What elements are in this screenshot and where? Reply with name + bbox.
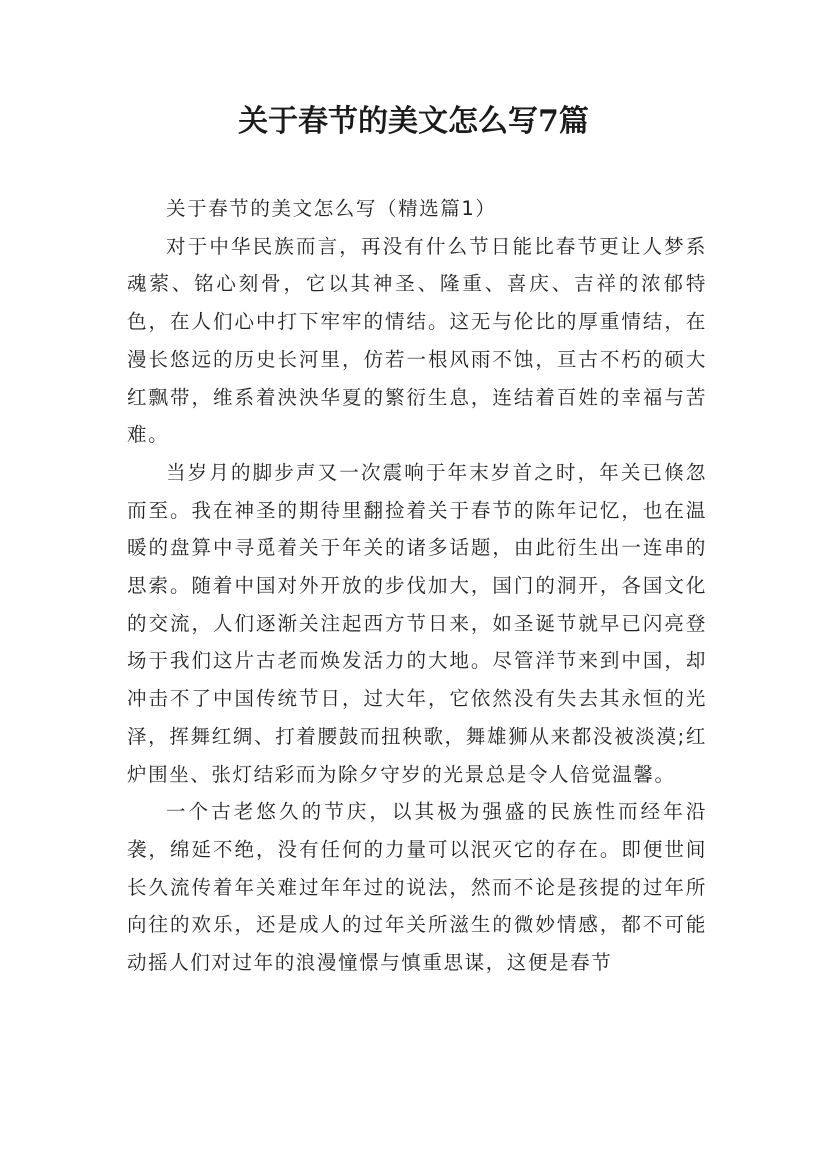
- document-body: [127, 190, 707, 982]
- paragraph: 对于中华民族而言，再没有什么节日能比春节更让人梦系魂萦、铭心刻骨，它以其神圣、隆重、喜庆、吉祥的浓郁特色，在人们心中打下牢牢的情结。这无与伦比的厚重情结，在漫长悠远的历史长河里，仿若一根风雨不蚀，亘古不朽的硕大红飘带，维系着泱泱华夏的繁衍生息，连结着百姓的幸福与苦难。: [127, 234, 707, 447]
- paragraph: 当岁月的脚步声又一次震响于年末岁首之时，年关已倏忽而至。我在神圣的期待里翻捡着关于春节的陈年记忆，也在温暖的盘算中寻觅着关于年关的诸多话题，由此衍生出一连串的思索。随着中国对外开放的步伐加大，国门的洞开，各国文化的交流，人们逐渐关注起西方节日来，如圣诞节就早已闪亮登场于我们这片古老而焕发活力的大地。尽管洋节来到中国，却冲击不了中国传统节日，过大年，它依然没有失去其永恒的光泽，挥舞红绸、打着腰鼓而扭秧歌，舞雄狮从来都没被淡漠;红炉围坐、张灯结彩而为除夕守岁的光景总是令人倍觉温馨。: [127, 460, 707, 786]
- document-title: 关于春节的美文怎么写7篇: [238, 104, 589, 139]
- section-heading: 关于春节的美文怎么写（精选篇1）: [166, 197, 497, 220]
- paragraph: 一个古老悠久的节庆，以其极为强盛的民族性而经年沿袭，绵延不绝，没有任何的力量可以泯灭它的存在。即便世间长久流传着年关难过年年过的说法，然而不论是孩提的过年所向往的欢乐，还是成人的过年关所滋生的微妙情感，都不可能动摇人们对过年的浪漫憧憬与慎重思谋，这便是春节: [127, 800, 707, 975]
